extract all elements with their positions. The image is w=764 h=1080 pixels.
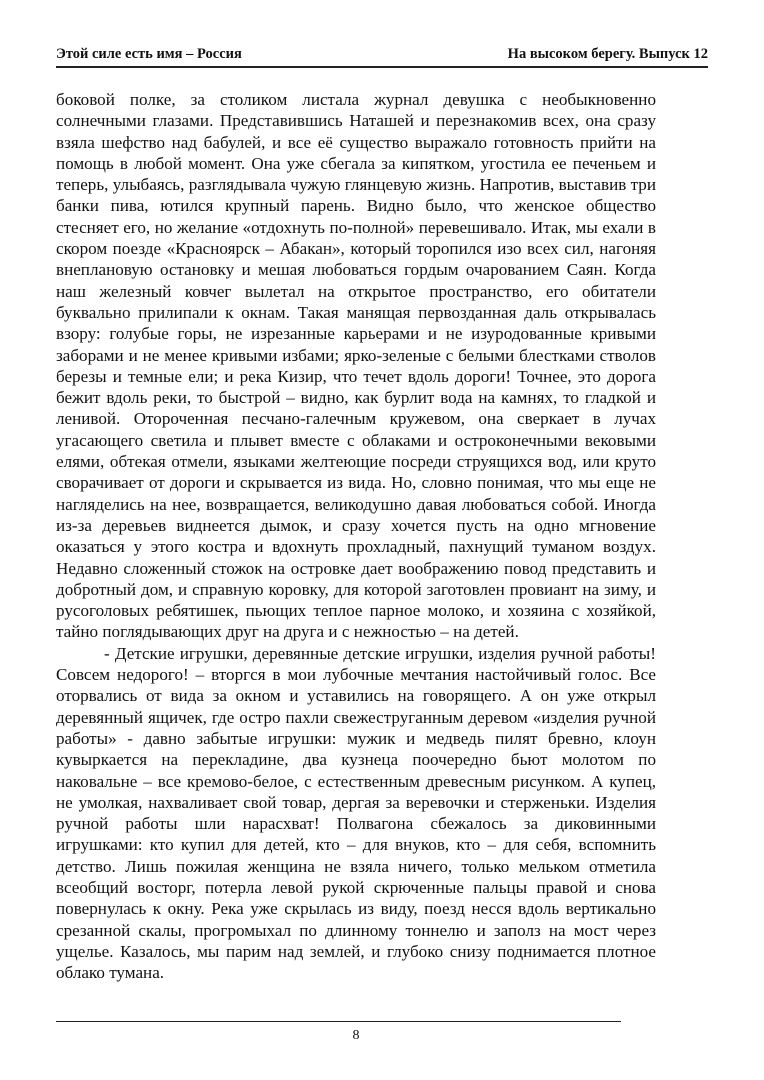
- paragraph-2: - Детские игрушки, деревянные детские игрушки, изделия ручной работы! Совсем недорого! – вторгся в мои лубочные мечтания настойчивый голос. Все оторвались от вида за окном и уставились на говорящего. А он уже открыл деревянный ящичек, где остро пахли свежеструганным деревом «изделия ручной работы» - давно забытые игрушки: мужик и медведь пилят бревно, клоун кувыркается на перекладине, два кузнеца поочередно бьют молотом по наковальне – все кремово-белое, с естественным древесным рисунком. А купец, не умолкая, нахваливает свой товар, дергая за веревочки и стерженьки. Изделия ручной работы шли нарасхват! Полвагона сбежалось за диковинными игрушками: кто купил для детей, кто – для внуков, кто – для себя, вспомнить детство. Лишь пожилая женщина не взяла ничего, только мельком отметила всеобщий восторг, потерла левой рукой скрюченные пальцы правой и снова повернулась к окну. Река уже скрылась из виду, поезд несся вдоль вертикально срезанной скалы, прогромыхал по длинному тоннелю и заполз на мост через ущелье. Казалось, мы парим над землей, и глубоко снизу поднимается плотное облако тумана.: [56, 643, 656, 983]
- running-header: [56, 46, 708, 68]
- article-body: [56, 89, 656, 983]
- page-number: 8: [352, 1028, 360, 1043]
- header-left-title: Этой силе есть имя – Россия: [56, 46, 242, 62]
- footer-divider: [56, 1021, 621, 1022]
- header-divider: [56, 66, 708, 68]
- header-right-title: На высоком берегу. Выпуск 12: [507, 46, 708, 62]
- paragraph-1: боковой полке, за столиком листала журнал девушка с необыкновенно солнечными глазами. Представившись Наташей и перезнакомив всех, она сразу взяла шефство над бабулей, и все её существо выражало готовность прийти на помощь в любой момент. Она уже сбегала за кипятком, угостила ее печеньем и теперь, улыбаясь, разглядывала чужую глянцевую жизнь. Напротив, выставив три банки пива, ютился крупный парень. Видно было, что женское общество стесняет его, но желание «отдохнуть по-полной» перевешивало. Итак, мы ехали в скором поезде «Красноярск – Абакан», который торопился изо всех сил, нагоняя внеплановую остановку и мешая любоваться гордым очарованием Саян. Когда наш железный ковчег вылетал на открытое пространство, его обитатели буквально прилипали к окнам. Такая манящая первозданная даль открывалась взору: голубые горы, не изрезанные карьерами и не изуродованные кривыми заборами и не менее кривыми избами; ярко-зеленые с белыми блестками стволов березы и темные ели; и река Кизир, что течет вдоль дороги! Точнее, это дорога бежит вдоль реки, то быстрой – видно, как бурлит вода на камнях, то гладкой и ленивой. Отороченная песчано-галечным кружевом, она сверкает в лучах угасающего светила и плывет вместе с облаками и остроконечными вековыми елями, обтекая отмели, языками желтеющие посреди струящихся вод, или круто сворачивает от дороги и скрывается из вида. Но, словно понимая, что мы еще не нагляделись на нее, возвращается, великодушно давая любоваться собой. Иногда из-за деревьев виднеется дымок, и сразу хочется пусть на одно мгновение оказаться у этого костра и вдохнуть прохладный, пахнущий туманом воздух. Недавно сложенный стожок на островке дает воображению повод представить и добротный дом, и справную коровку, для которой заготовлен провиант на зиму, и русоголовых ребятишек, пьющих теплое парное молоко, и хозяина с хозяйкой, тайно поглядывающих друг на друга и с нежностью – на детей.: [56, 90, 656, 642]
